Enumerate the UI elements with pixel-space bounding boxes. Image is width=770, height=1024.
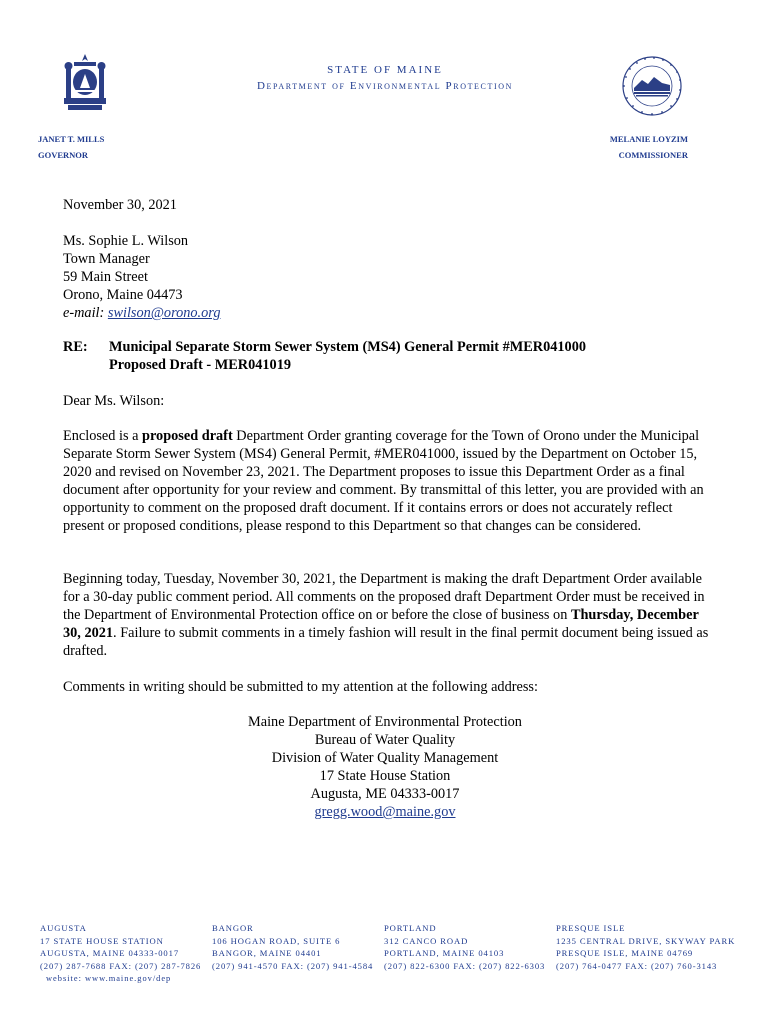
- re-label: RE:: [63, 339, 88, 355]
- paragraph-2: [63, 570, 713, 660]
- p2-bold: Thursday, December 30, 2021: [63, 607, 699, 641]
- contact-email-link[interactable]: gregg.wood@maine.gov: [314, 804, 456, 820]
- dep-seal-icon: [614, 55, 692, 122]
- governor-title: GOVERNOR: [38, 150, 89, 160]
- recipient-city: Orono, Maine 04473: [63, 287, 183, 303]
- commissioner-name: MELANIE LOYZIM: [609, 134, 688, 144]
- office-city-zip: PORTLAND, MAINE 04103: [384, 948, 505, 958]
- footer-office-portland: [384, 922, 545, 972]
- footer-office-augusta: [40, 922, 201, 972]
- governor-block: [38, 131, 104, 163]
- office-street: 1235 CENTRAL DRIVE, SKYWAY PARK: [556, 935, 736, 946]
- address-line-5: Augusta, ME 04333-0017: [310, 786, 460, 802]
- recipient-email-line: [63, 304, 713, 322]
- paragraph-1: [63, 427, 713, 535]
- p2-text-b: . Failure to submit comments in a timely fashion will result in the final permit document being issued as drafted.: [63, 625, 709, 659]
- address-line-1: Maine Department of Environmental Protection: [248, 714, 522, 730]
- p2-text-a: Beginning today, Tuesday, November 30, 2021, the Department is making the draft Department Order available for a 30-day public comment period. All comments on the proposed draft Department Order must be received in the Department of Environmental Protection office on or before the close of business on: [63, 571, 705, 623]
- office-city-zip: AUGUSTA, MAINE 04333-0017: [40, 948, 180, 958]
- office-street: 312 CANCO ROAD: [384, 935, 469, 946]
- department-heading: Department of Environmental Protection: [257, 80, 513, 92]
- mailing-address: [0, 713, 770, 821]
- address-line-3: Division of Water Quality Management: [271, 750, 499, 766]
- recipient-title: Town Manager: [63, 251, 150, 267]
- footer-office-presque-isle: [556, 922, 735, 972]
- address-line-4: 17 State House Station: [319, 768, 451, 784]
- recipient-block: [63, 232, 713, 322]
- office-city: AUGUSTA: [40, 923, 87, 933]
- governor-name: JANET T. MILLS: [38, 134, 105, 144]
- state-heading: STATE OF MAINE: [327, 64, 443, 76]
- footer-office-bangor: [212, 922, 373, 972]
- email-label: e-mail:: [63, 305, 105, 321]
- recipient-name: Ms. Sophie L. Wilson: [63, 233, 189, 249]
- re-line: [63, 338, 713, 374]
- re-subject-1: Municipal Separate Storm Sewer System (MS4) General Permit #MER041000: [109, 339, 587, 355]
- address-line-2: Bureau of Water Quality: [314, 732, 456, 748]
- re-subject-2: Proposed Draft - MER041019: [109, 357, 291, 373]
- office-street: 17 STATE HOUSE STATION: [40, 935, 164, 946]
- office-phone: (207) 287-7688 FAX: (207) 287-7826: [40, 960, 202, 971]
- letter-date: November 30, 2021: [63, 197, 177, 213]
- office-phone: (207) 822-6300 FAX: (207) 822-6303: [384, 960, 546, 971]
- p1-text-b: Department Order granting coverage for the Town of Orono under the Municipal Separate Storm Sewer System (MS4) General Permit, #MER041000, issued by the Department on October 15, 2020 and revised on November 23, 2021. The Department proposes to issue this Department Order as a final document after opportunity for your review and comment. By transmittal of this letter, you are provided with an opportunity to comment on the proposed draft document. If it contains errors or does not accurately reflect present or proposed conditions, please respond to this Department so that changes can be considered.: [63, 428, 704, 534]
- footer-website[interactable]: website: www.maine.gov/dep: [46, 974, 172, 983]
- p1-bold: proposed draft: [142, 428, 233, 444]
- office-phone: (207) 764-0477 FAX: (207) 760-3143: [556, 960, 718, 971]
- office-street: 106 HOGAN ROAD, SUITE 6: [212, 935, 341, 946]
- office-phone: (207) 941-4570 FAX: (207) 941-4584: [212, 960, 374, 971]
- commissioner-title: COMMISSIONER: [618, 150, 688, 160]
- recipient-street: 59 Main Street: [63, 269, 148, 285]
- paragraph-3: Comments in writing should be submitted to my attention at the following address:: [63, 679, 538, 695]
- office-city: BANGOR: [212, 923, 254, 933]
- office-city: PRESQUE ISLE: [556, 923, 626, 933]
- office-city-zip: PRESQUE ISLE, MAINE 04769: [556, 948, 694, 958]
- office-city-zip: BANGOR, MAINE 04401: [212, 948, 322, 958]
- salutation: Dear Ms. Wilson:: [63, 393, 165, 409]
- office-city: PORTLAND: [384, 923, 437, 933]
- p1-text-a: Enclosed is a: [63, 428, 143, 444]
- commissioner-block: [586, 131, 688, 163]
- recipient-email-link[interactable]: swilson@orono.org: [107, 305, 221, 321]
